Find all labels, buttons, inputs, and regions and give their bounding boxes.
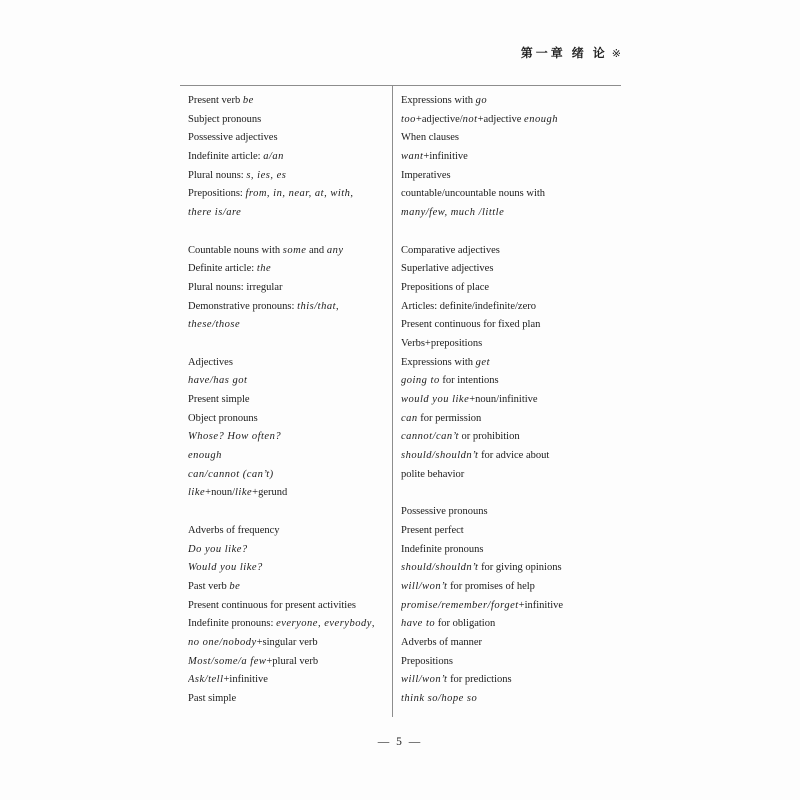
- grammar-item: [188, 690, 392, 709]
- grammar-item: [401, 559, 621, 578]
- grammar-item: [401, 671, 621, 690]
- grammar-item-text: Adverbs of frequency: [188, 524, 280, 536]
- grammar-item: [401, 391, 621, 410]
- grammar-item: [188, 653, 392, 672]
- row-spacer: [401, 223, 621, 242]
- grammar-item-text: +noun/infinitive: [469, 394, 538, 405]
- grammar-item-text: s, ies, es: [246, 169, 287, 181]
- grammar-item: [401, 129, 621, 148]
- grammar-item-text: have to: [401, 618, 436, 630]
- grammar-item-text: Indefinite pronouns: [401, 543, 484, 555]
- grammar-item: [401, 242, 621, 261]
- grammar-item: [401, 541, 621, 560]
- grammar-item-text: from, in, near, at, with: [245, 188, 351, 200]
- grammar-item: [188, 541, 392, 560]
- grammar-item: [188, 410, 392, 429]
- grammar-item-text: +adjective: [477, 113, 525, 125]
- grammar-item-text: ,: [371, 618, 375, 630]
- grammar-item-text: Expressions with: [401, 95, 476, 106]
- grammar-item-text: have/has got: [188, 375, 248, 387]
- grammar-item: [401, 148, 621, 167]
- grammar-item-text: +singular verb: [256, 636, 318, 648]
- grammar-item-text: should/shouldn’t: [401, 562, 479, 574]
- grammar-item-text: Definite article:: [188, 263, 257, 275]
- grammar-item-text: Do you like?: [188, 543, 248, 555]
- grammar-item: [401, 466, 621, 485]
- grammar-item: [401, 634, 621, 653]
- grammar-item-text: go: [475, 95, 488, 106]
- grammar-item-text: Indefinite pronouns:: [188, 618, 277, 630]
- row-spacer: [188, 503, 392, 522]
- grammar-item-text: polite behavior: [401, 468, 465, 480]
- grammar-item: [401, 354, 621, 373]
- grammar-item-text: too: [401, 113, 416, 125]
- grammar-item-text: Present perfect: [401, 524, 464, 536]
- grammar-item-text: can: [401, 412, 418, 424]
- grammar-item-text: +plural verb: [266, 655, 319, 667]
- grammar-item-text: Plural nouns:: [188, 169, 247, 181]
- grammar-item-text: Ask/tell: [188, 674, 224, 686]
- grammar-item-text: enough: [524, 113, 558, 125]
- grammar-item-text: a/an: [263, 151, 284, 163]
- grammar-item-text: not: [462, 113, 478, 125]
- grammar-item-text: be: [229, 580, 241, 592]
- grammar-item-text: would you like: [401, 394, 470, 405]
- grammar-item-text: Possessive pronouns: [401, 506, 488, 518]
- grammar-item-text: there is/are: [188, 207, 242, 219]
- grammar-item-text: Prepositions: [401, 655, 453, 667]
- grammar-item-text: will/won’t: [401, 674, 448, 686]
- grammar-item-text: ,: [350, 188, 354, 200]
- grammar-item-text: Would you like?: [188, 562, 263, 574]
- grammar-item: [188, 447, 392, 466]
- grammar-item: [401, 260, 621, 279]
- grammar-item: [188, 204, 392, 223]
- grammar-item: [401, 578, 621, 597]
- grammar-item-text: Present verb: [188, 95, 243, 106]
- grammar-item: [188, 279, 392, 298]
- row-spacer: [401, 484, 621, 503]
- chapter-title: 第一章 绪 论: [520, 46, 608, 60]
- grammar-item-text: Indefinite article:: [188, 151, 264, 163]
- grammar-item-text: Articles: definite/indefinite/zero: [401, 300, 536, 312]
- grammar-item: [188, 391, 392, 410]
- grammar-item: [401, 316, 621, 335]
- page-footer: [0, 736, 800, 748]
- grammar-item: [401, 522, 621, 541]
- grammar-item: [188, 597, 392, 616]
- grammar-item-text: cannot/can’t: [401, 431, 459, 443]
- grammar-item-text: for giving opinions: [478, 562, 562, 574]
- grammar-item-text: can/cannot (can’t): [188, 468, 274, 480]
- grammar-item-text: for intentions: [439, 375, 499, 387]
- grammar-item-text: When clauses: [401, 132, 460, 144]
- grammar-item-text: everyone, everybody: [276, 618, 372, 630]
- grammar-item: [401, 503, 621, 522]
- grammar-item-text: +adjective/: [415, 113, 463, 125]
- grammar-item-text: enough: [188, 450, 222, 462]
- grammar-item-text: should/shouldn’t: [401, 450, 479, 462]
- grammar-item: [401, 410, 621, 429]
- grammar-item: [401, 279, 621, 298]
- grammar-item-text: many/few, much /little: [401, 207, 505, 219]
- grammar-item: [188, 354, 392, 373]
- grammar-item-text: +infinitive: [518, 599, 564, 611]
- grammar-item-text: Comparative adjectives: [401, 244, 500, 256]
- grammar-item: [188, 615, 392, 634]
- grammar-item: [401, 372, 621, 391]
- grammar-item: [401, 447, 621, 466]
- left-column: [180, 86, 393, 717]
- grammar-item: [401, 204, 621, 223]
- grammar-item-text: Whose? How often?: [188, 431, 282, 443]
- grammar-item: [401, 111, 621, 130]
- grammar-item: [188, 671, 392, 690]
- grammar-item: [188, 148, 392, 167]
- grammar-item: [188, 428, 392, 447]
- grammar-item-text: the: [256, 263, 272, 275]
- grammar-item-text: get: [475, 356, 490, 368]
- grammar-item-text: Superlative adjectives: [401, 263, 494, 275]
- grammar-item: [401, 298, 621, 317]
- grammar-item-text: +infinitive: [423, 151, 468, 163]
- grammar-item-text: Demonstrative pronouns:: [188, 300, 298, 312]
- grammar-item-text: like: [235, 487, 253, 499]
- grammar-item-text: Present simple: [188, 394, 250, 405]
- grammar-item: [188, 559, 392, 578]
- grammar-item-text: Adverbs of manner: [401, 636, 483, 648]
- grammar-item: [188, 298, 392, 317]
- grammar-item-text: Verbs+prepositions: [401, 337, 483, 349]
- grammar-item: [188, 167, 392, 186]
- grammar-item-text: Present continuous for fixed plan: [401, 319, 541, 331]
- grammar-item-text: Present continuous for present activities: [188, 599, 356, 611]
- grammar-item: [188, 242, 392, 261]
- grammar-item: [188, 316, 392, 335]
- grammar-item-text: +gerund: [252, 487, 288, 499]
- grammar-item-text: +noun/: [205, 487, 235, 499]
- grammar-item: [188, 634, 392, 653]
- grammar-item-text: or prohibition: [458, 431, 520, 443]
- grammar-item: [188, 111, 392, 130]
- grammar-item-text: some: [282, 244, 307, 256]
- grammar-item: [188, 578, 392, 597]
- grammar-item-text: be: [242, 95, 254, 106]
- grammar-item-text: Object pronouns: [188, 412, 258, 424]
- grammar-item-text: any: [326, 244, 344, 256]
- grammar-item-text: countable/uncountable nouns with: [401, 188, 546, 200]
- page-header: [180, 44, 621, 61]
- grammar-item: [188, 466, 392, 485]
- reference-mark-icon: ※: [611, 47, 621, 60]
- grammar-item-text: these/those: [188, 319, 241, 331]
- row-spacer: [188, 335, 392, 354]
- grammar-item-text: Plural nouns: irregular: [188, 281, 283, 293]
- grammar-item: [401, 167, 621, 186]
- grammar-item: [401, 653, 621, 672]
- grammar-item: [188, 522, 392, 541]
- grammar-item-text: for advice about: [478, 450, 550, 462]
- grammar-item: [401, 597, 621, 616]
- grammar-item-text: ,: [336, 300, 339, 312]
- grammar-item: [401, 690, 621, 709]
- right-column: [393, 86, 621, 717]
- grammar-item: [188, 92, 392, 111]
- grammar-item-text: like: [188, 487, 206, 499]
- grammar-item-text: and: [306, 244, 327, 256]
- grammar-item: [401, 615, 621, 634]
- grammar-item-text: Countable nouns with: [188, 244, 283, 256]
- grammar-item: [401, 335, 621, 354]
- grammar-item-text: Most/some/a few: [188, 655, 267, 667]
- grammar-item-text: Possessive adjectives: [188, 132, 278, 144]
- grammar-item: [188, 372, 392, 391]
- grammar-item-text: Prepositions:: [188, 188, 246, 200]
- grammar-item-text: Expressions with: [401, 356, 476, 368]
- grammar-item-text: no one/nobody: [188, 636, 257, 648]
- grammar-item-text: Adjectives: [188, 356, 233, 368]
- grammar-item-text: want: [401, 151, 424, 163]
- grammar-item: [188, 185, 392, 204]
- row-spacer: [188, 223, 392, 242]
- grammar-item-text: promise/remember/forget: [401, 599, 519, 611]
- page-number: — 5 —: [377, 736, 423, 748]
- grammar-item: [188, 484, 392, 503]
- grammar-item-text: going to: [401, 375, 440, 387]
- grammar-topics-table: [180, 85, 621, 717]
- grammar-item-text: for predictions: [447, 674, 512, 686]
- grammar-item-text: +infinitive: [223, 674, 268, 686]
- grammar-item-text: Prepositions of place: [401, 281, 490, 293]
- grammar-item-text: will/won’t: [401, 580, 448, 592]
- grammar-item: [188, 260, 392, 279]
- grammar-item-text: Past verb: [188, 580, 230, 592]
- grammar-item-text: Imperatives: [401, 169, 451, 181]
- grammar-item-text: Past simple: [188, 693, 237, 704]
- grammar-item-text: think so/hope so: [401, 693, 478, 704]
- grammar-item-text: for permission: [417, 412, 482, 424]
- grammar-item-text: Subject pronouns: [188, 113, 262, 125]
- grammar-item: [401, 92, 621, 111]
- grammar-item: [188, 129, 392, 148]
- grammar-item-text: for promises of help: [447, 580, 535, 592]
- grammar-item: [401, 428, 621, 447]
- grammar-item-text: for obligation: [435, 618, 496, 630]
- grammar-item-text: this/that: [297, 300, 337, 312]
- grammar-item: [401, 185, 621, 204]
